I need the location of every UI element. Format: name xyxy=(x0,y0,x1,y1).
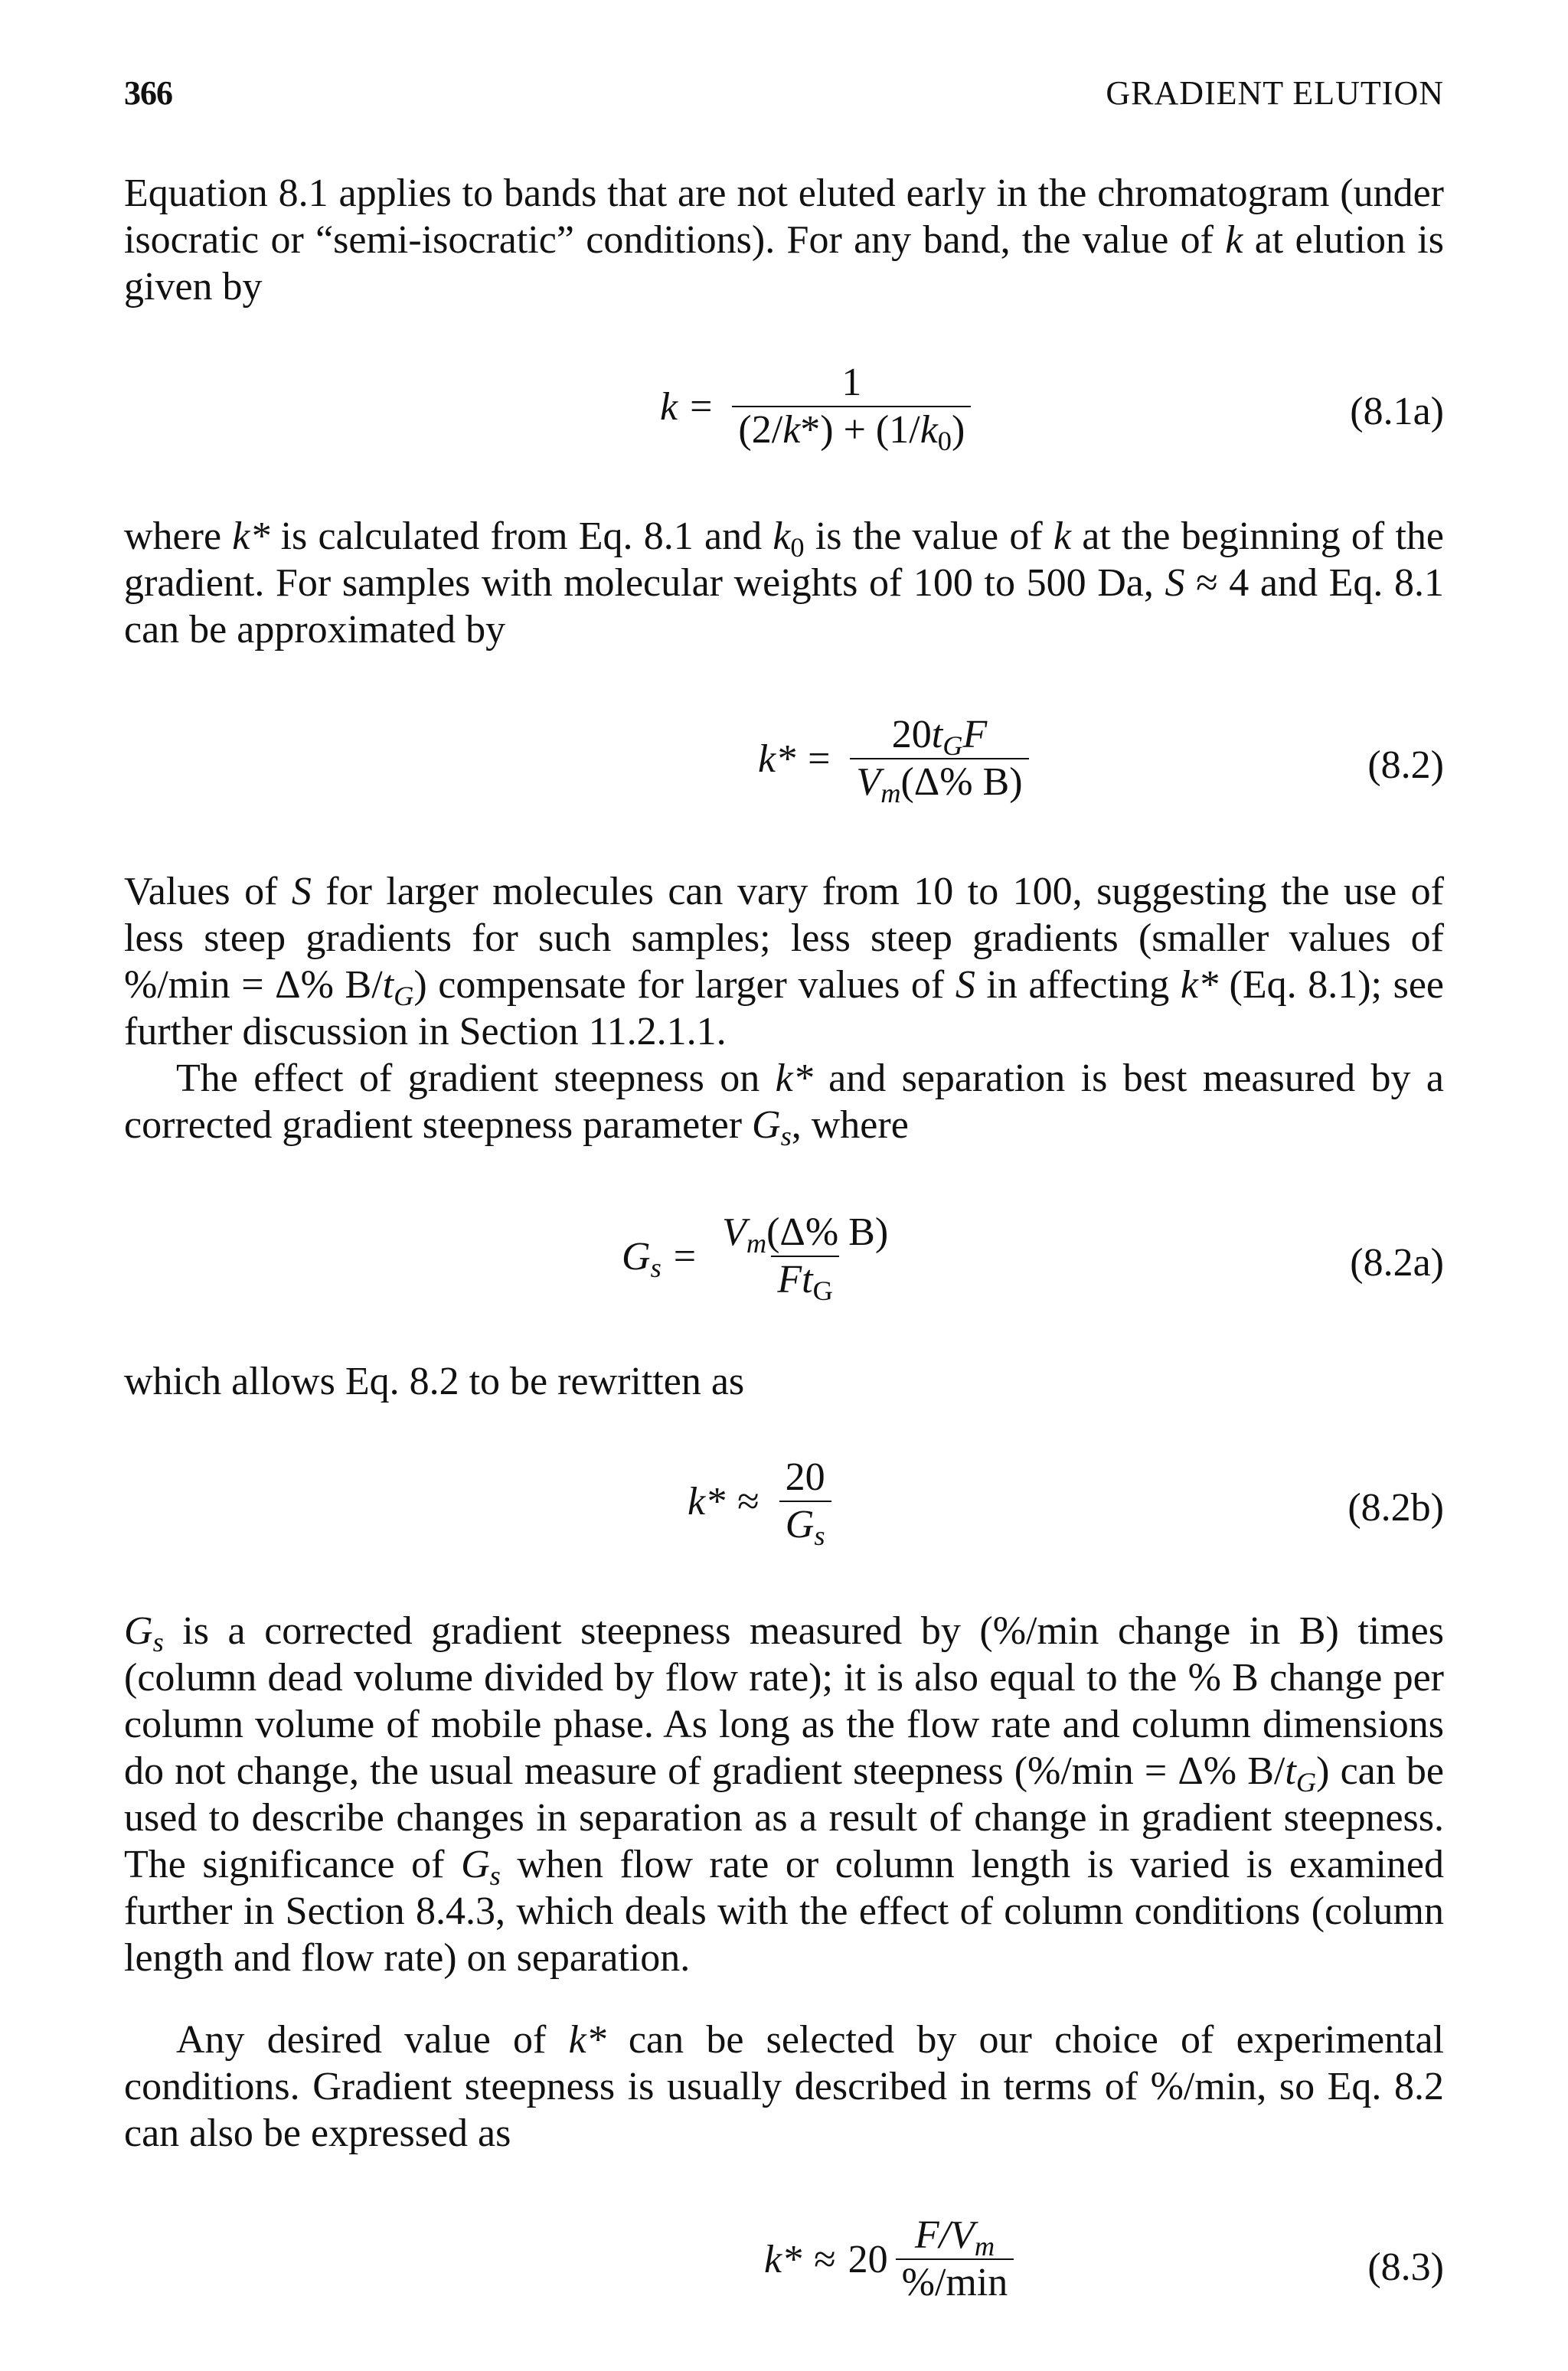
equation-8-3: k* ≈ 20 $\frac{F/V_m}{\%/\min}$ (8.3) xyxy=(764,2213,1444,2304)
equation-number: (8.2b) xyxy=(1348,1486,1444,1530)
equation-number: (8.3) xyxy=(1367,2245,1444,2289)
equation-number: (8.2a) xyxy=(1350,1241,1444,1285)
equation-number: (8.1a) xyxy=(1350,390,1444,433)
paragraph-7: Any desired value of k* can be selected by our choice of experimental conditions. Gradient steepness is usually described in terms of %/min, so Eq. 8.2 can also be expressed as xyxy=(124,2018,1445,2155)
paragraph-6: $G_s$ is a corrected gradient steepness measured by (%/min change in B) times (column dead volume divided by flow rate); it is also equal to the % B change per column volume of mobile phase. As long as the flow rate and column dimensions do not change, the usual measure of gradient steepness (%/min = Δ% $B/t_G$) can be used to describe changes in separation as a result of change in gradient steepness. The significance of $G_s$ when flow rate or column length is varied is examined further in Section 8.4.3, which deals with the effect of column conditions (column length and flow rate) on separation. xyxy=(124,1609,1444,1980)
page-number: 366 xyxy=(124,74,172,112)
equation-8-2: k* = $\frac{20t_GF}{V_m(\Delta\% B)}$ (8.2) xyxy=(758,713,1444,809)
equation-8-2b: k* ≈ $\frac{20}{G_s}$ (8.2b) xyxy=(688,1455,1444,1552)
running-title: GRADIENT ELUTION xyxy=(1106,74,1444,112)
paragraph-4: The effect of gradient steepness on k* and separation is best measured by a corrected gradient steepness parameter $G_s$, where xyxy=(124,1056,1444,1152)
paragraph-1: Equation 8.1 applies to bands that are not eluted early in the chromatogram (under isocratic or “semi-isocratic” conditions). For any band, the value of k at elution is given by xyxy=(124,171,1444,309)
paragraph-5: which allows Eq. 8.2 to be rewritten as xyxy=(124,1360,745,1403)
paragraph-3: Values of S for larger molecules can vary from 10 to 100, suggesting the use of less steep gradients for such samples; less steep gradients (smaller values of %/min = Δ% $B/t_G$) compensate for larger values of S in affecting k* (Eq. 8.1); see further discussion in Section 11.2.1.1. xyxy=(124,870,1445,1053)
paragraph-2: where k* is calculated from Eq. 8.1 and $k_0$ is the value of k at the beginning of the gradient. For samples with molecular weights of 100 to 500 Da, S ≈ 4 and Eq. 8.1 can be approximated by xyxy=(124,514,1444,652)
equation-number: (8.2) xyxy=(1367,743,1444,787)
equation-8-1a: k = $\frac{1}{(2/k*) + (1/k_0)}$ (8.1a) xyxy=(660,361,1444,457)
equation-8-2a: $G_s$ = $\frac{V_m(\Delta\% B)}{Ft_G}$ (8.2a) xyxy=(622,1210,1444,1307)
page-header xyxy=(124,73,1444,119)
